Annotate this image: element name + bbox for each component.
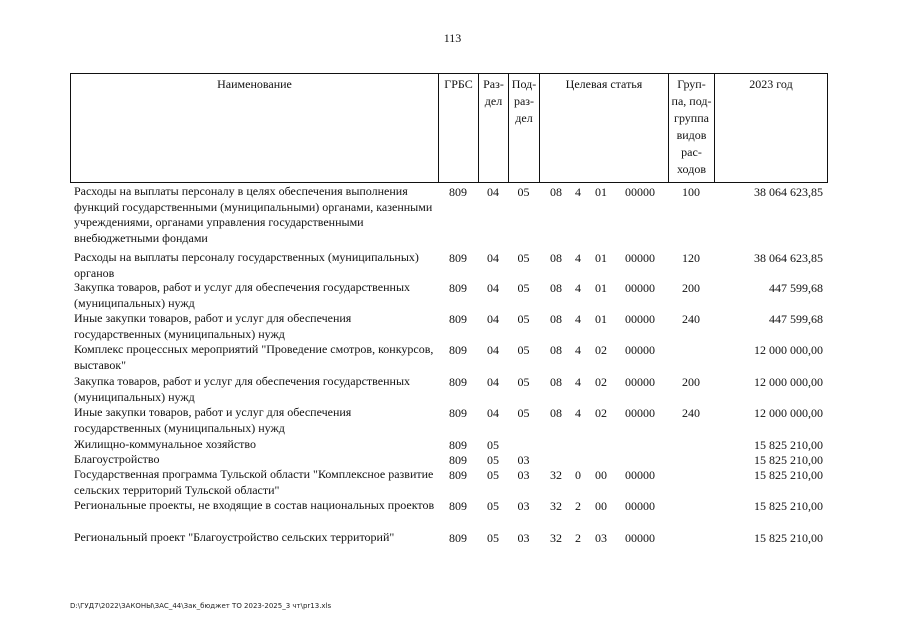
cell-name: Комплекс процессных мероприятий "Проведение смотров, конкурсов, выставок"	[74, 342, 434, 372]
cell-cs-type: 4	[575, 312, 581, 326]
cell-cs-direction: 00000	[625, 251, 655, 265]
cell-grbs: 809	[449, 312, 467, 326]
cell-cs-direction: 00000	[625, 343, 655, 357]
cell-razdel: 05	[487, 531, 499, 545]
cell-amount: 15 825 210,00	[754, 499, 823, 513]
cell-podrazdel: 05	[517, 375, 530, 389]
table-row	[70, 498, 828, 514]
cell-cs-direction: 00000	[625, 531, 655, 545]
cell-amount: 12 000 000,00	[754, 406, 823, 420]
cell-razdel: 04	[487, 251, 499, 265]
table-row	[70, 250, 828, 281]
cell-razdel: 04	[487, 343, 499, 357]
table-row	[70, 280, 828, 311]
cell-amount: 12 000 000,00	[754, 343, 823, 357]
cell-cs-subprogram: 00	[595, 499, 607, 513]
cell-grbs: 809	[449, 531, 467, 545]
page-number: 113	[443, 31, 462, 45]
table-row	[70, 374, 828, 405]
cell-cs-program: 08	[550, 185, 562, 199]
cell-cs-type: 2	[575, 499, 581, 513]
cell-vid-rashodov: 100	[682, 185, 700, 199]
cell-podrazdel: 05	[517, 343, 530, 357]
cell-cs-program: 08	[550, 251, 562, 265]
cell-cs-direction: 00000	[625, 312, 655, 326]
cell-name: Благоустройство	[74, 452, 160, 466]
cell-grbs: 809	[449, 499, 467, 513]
cell-razdel: 04	[487, 185, 499, 199]
cell-podrazdel: 05	[517, 185, 530, 199]
cell-name: Закупка товаров, работ и услуг для обеспечения государственных (муниципальных) нужд	[74, 374, 411, 404]
cell-name: Региональные проекты, не входящие в состав национальных проектов	[74, 498, 435, 512]
cell-cs-type: 0	[575, 468, 581, 482]
cell-razdel: 04	[487, 406, 499, 420]
cell-amount: 12 000 000,00	[754, 375, 823, 389]
cell-name: Расходы на выплаты персоналу в целях обеспечения выполнения функций государственными (муниципальными) органами, казенными учреждениями, органами управления государственными внебюджетными фондами	[74, 184, 433, 245]
cell-cs-type: 4	[575, 185, 581, 199]
header-year: 2023 год	[749, 77, 793, 91]
cell-cs-direction: 00000	[625, 185, 655, 199]
cell-amount: 38 064 623,85	[754, 251, 823, 265]
table-row	[70, 405, 828, 436]
header-grbs: ГРБС	[439, 74, 479, 182]
cell-grbs: 809	[449, 468, 467, 482]
header-name: Наименование	[71, 74, 439, 182]
cell-amount: 15 825 210,00	[754, 468, 823, 482]
cell-razdel: 05	[487, 499, 499, 513]
table-row	[70, 437, 828, 453]
cell-cs-program: 08	[550, 312, 562, 326]
cell-amount: 15 825 210,00	[754, 438, 823, 452]
cell-name: Расходы на выплаты персоналу государственных (муниципальных) органов	[74, 250, 419, 280]
cell-cs-type: 4	[575, 281, 581, 295]
cell-razdel: 04	[487, 312, 499, 326]
cell-cs-program: 08	[550, 281, 562, 295]
cell-cs-direction: 00000	[625, 499, 655, 513]
cell-cs-subprogram: 00	[595, 468, 607, 482]
cell-cs-program: 32	[550, 531, 562, 545]
cell-amount: 38 064 623,85	[754, 185, 823, 199]
cell-name: Государственная программа Тульской области "Комплексное развитие сельских территорий Тульской области"	[74, 467, 434, 497]
cell-cs-subprogram: 01	[595, 185, 607, 199]
cell-razdel: 05	[487, 453, 499, 467]
cell-grbs: 809	[449, 281, 467, 295]
cell-razdel: 04	[487, 375, 499, 389]
cell-cs-program: 08	[550, 343, 562, 357]
footer-file-path: D:\ГУД7\2022\ЗАКОНЫ\ЗАС_44\Зак_бюджет ТО 2023-2025_3 чт\pr13.xls	[70, 602, 332, 610]
cell-cs-type: 4	[575, 375, 581, 389]
table-row	[70, 342, 828, 373]
cell-podrazdel: 05	[517, 281, 530, 295]
cell-vid-rashodov: 240	[682, 312, 700, 326]
cell-cs-subprogram: 02	[595, 343, 607, 357]
table-row	[70, 467, 828, 498]
cell-amount: 447 599,68	[769, 312, 823, 326]
cell-cs-type: 4	[575, 251, 581, 265]
cell-podrazdel: 03	[517, 531, 530, 545]
cell-cs-direction: 00000	[625, 375, 655, 389]
cell-cs-subprogram: 01	[595, 251, 607, 265]
header-podrazdel: Под- раз- дел	[509, 74, 540, 182]
cell-cs-program: 32	[550, 499, 562, 513]
cell-grbs: 809	[449, 251, 467, 265]
cell-name: Жилищно-коммунальное хозяйство	[74, 437, 257, 451]
cell-cs-program: 08	[550, 406, 562, 420]
cell-podrazdel: 03	[517, 499, 530, 513]
cell-amount: 447 599,68	[769, 281, 823, 295]
cell-razdel: 05	[487, 468, 499, 482]
cell-podrazdel: 03	[517, 453, 530, 467]
cell-cs-program: 08	[550, 375, 562, 389]
cell-grbs: 809	[449, 438, 467, 452]
header-razdel: Раз- дел	[479, 74, 509, 182]
cell-name: Закупка товаров, работ и услуг для обеспечения государственных (муниципальных) нужд	[74, 280, 411, 310]
cell-vid-rashodov: 120	[682, 251, 700, 265]
cell-cs-direction: 00000	[625, 468, 655, 482]
cell-amount: 15 825 210,00	[754, 531, 823, 545]
table-row	[70, 311, 828, 342]
cell-grbs: 809	[449, 343, 467, 357]
cell-grbs: 809	[449, 185, 467, 199]
cell-grbs: 809	[449, 453, 467, 467]
cell-cs-subprogram: 01	[595, 312, 607, 326]
cell-podrazdel: 03	[517, 468, 530, 482]
cell-name: Региональный проект "Благоустройство сельских территорий"	[74, 530, 395, 544]
cell-vid-rashodov: 240	[682, 406, 700, 420]
cell-cs-subprogram: 03	[595, 531, 607, 545]
cell-name: Иные закупки товаров, работ и услуг для обеспечения государственных (муниципальных) нужд	[74, 311, 352, 341]
cell-amount: 15 825 210,00	[754, 453, 823, 467]
cell-cs-type: 2	[575, 531, 581, 545]
cell-cs-direction: 00000	[625, 406, 655, 420]
cell-razdel: 05	[487, 438, 499, 452]
cell-podrazdel: 05	[517, 406, 530, 420]
cell-cs-type: 4	[575, 406, 581, 420]
cell-podrazdel: 05	[517, 312, 530, 326]
header-gruppa-vidov-rashodov: Груп- па, под- группа видов рас- ходов	[669, 74, 715, 182]
cell-grbs: 809	[449, 406, 467, 420]
cell-razdel: 04	[487, 281, 499, 295]
cell-grbs: 809	[449, 375, 467, 389]
cell-podrazdel: 05	[517, 251, 530, 265]
table-header	[70, 73, 828, 183]
cell-cs-subprogram: 01	[595, 281, 607, 295]
header-celevaya-statya: Целевая статья	[540, 74, 669, 182]
cell-cs-subprogram: 02	[595, 375, 607, 389]
cell-name: Иные закупки товаров, работ и услуг для обеспечения государственных (муниципальных) нужд	[74, 405, 352, 435]
cell-vid-rashodov: 200	[682, 375, 700, 389]
cell-cs-subprogram: 02	[595, 406, 607, 420]
cell-vid-rashodov: 200	[682, 281, 700, 295]
table-row	[70, 452, 828, 468]
cell-cs-type: 4	[575, 343, 581, 357]
table-row	[70, 184, 828, 246]
table-row	[70, 530, 828, 546]
cell-cs-direction: 00000	[625, 281, 655, 295]
cell-cs-program: 32	[550, 468, 562, 482]
